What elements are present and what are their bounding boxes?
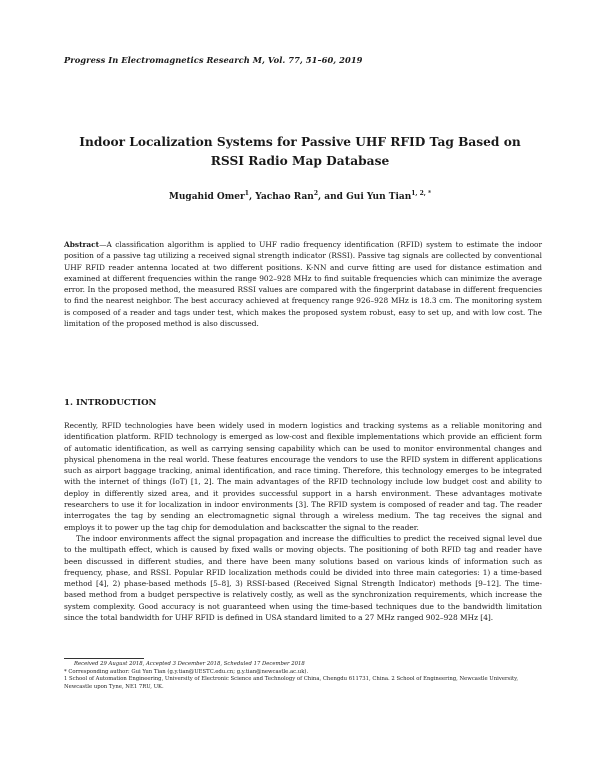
journal-header: Progress In Electromagnetics Research M, Vol. 77, 51–60, 2019 xyxy=(64,55,363,65)
footnote-rule xyxy=(64,658,144,659)
abstract xyxy=(64,239,542,329)
author-2: Yachao Ran xyxy=(255,192,314,202)
section-body xyxy=(64,420,542,623)
title-line-2: RSSI Radio Map Database xyxy=(210,154,390,168)
received-dates: Received 29 August 2018, Accepted 3 December 2018, Scheduled 17 December 2018 xyxy=(74,661,305,667)
author-3: Gui Yun Tian xyxy=(346,192,412,202)
abstract-label: Abstract xyxy=(64,240,100,249)
author-1: Mugahid Omer xyxy=(168,192,245,202)
title-line-1: Indoor Localization Systems for Passive UHF RFID Tag Based on xyxy=(79,135,521,149)
paragraph: Recently, RFID technologies have been widely used in modern logistics and tracking systems as a reliable monitoring and identification platform. RFID technology is emerged as low-cost and flexible implementations which provide an efficient form of automatic identification, as well as carrying sensing capability which can be used to monitor environmental changes and physical phenomena in the real world. These features encourage the vendors to use the RFID system in different applications such as airport baggage tracking, animal identification, and race timing. Therefore, this technology emerges to be integrated with the internet of things (IoT) [1, 2]. The main advantages of the RFID technology include low budget cost and ability to deploy in differently sized area, and it provides successful support in a harsh environment. These advantages motivate researchers to use it for localization in indoor environments [3]. The RFID system is composed of reader and tag. The reader interrogates the tag by sending an electromagnetic signal through a wireless medium. The tag receives the signal and employs it to power up the tag chip for demodulation and backscatter the signal to the reader. xyxy=(64,421,542,532)
abstract-text: —A classification algorithm is applied to UHF radio frequency identification (RFID) system to estimate the indoor position of a passive tag utilizing a received signal strength indicator (RSSI). Passive tag signals are collected by conventional UHF RFID reader antenna located at two different positions. K-NN and curve fitting are used for distance estimation and examined at different frequencies within the range 902–928 MHz to find suitable frequencies which can minimize the average error. In the proposed method, the measured RSSI values are compared with the fingerprint database in different frequencies to find the nearest neighbor. The best accuracy achieved at frequency range 926–928 MHz is 18.3 cm. The monitoring system is composed of a reader and tags under test, which makes the proposed system robust, easy to set up, and with low cost. The limitation of the proposed method is also discussed. xyxy=(64,240,542,329)
author-2-affil: 2 xyxy=(313,190,319,197)
footnotes xyxy=(64,661,542,691)
author-3-affil: 1, 2, * xyxy=(411,190,432,197)
author-separator: , and xyxy=(318,192,347,202)
corresponding-author: * Corresponding author: Gui Yun Tian (g.y.tian@UESTC.edu.cn; g.y.tian@newcastle.ac.uk). xyxy=(64,668,309,675)
paper-title xyxy=(60,133,540,171)
author-separator: , xyxy=(248,192,256,202)
section-heading: 1. INTRODUCTION xyxy=(64,398,157,408)
affiliations: 1 School of Automation Engineering, University of Electronic Science and Technology of China, Chengdu 611731, China. 2 School of Engineering, Newcastle University, Newcastle upon Tyne, NE1 7RU, UK. xyxy=(64,676,519,690)
author-list xyxy=(60,190,540,202)
author-1-affil: 1 xyxy=(244,190,249,197)
paragraph: The indoor environments affect the signal propagation and increase the difficulties to predict the received signal level due to the multipath effect, which is caused by fixed walls or moving objects. The positioning of both RFID tag and reader have been discussed in different studies, and there have been many solutions based on various kinds of information such as frequency, phase, and RSSI. Popular RFID localization methods could be divided into three main categories: 1) a time-based method [4], 2) phase-based methods [5–8], 3) RSSI-based (Received Signal Strength Indicator) methods [9–12]. The time-based method from a budget perspective is relatively costly, as well as the synchronization requirements, which increase the system complexity. Good accuracy is not guaranteed when using the time-based techniques due to the bandwidth limitation since the total bandwidth for UHF RFID is defined in USA standard limited to a 27 MHz ranged 902–928 MHz [4]. xyxy=(64,533,542,623)
